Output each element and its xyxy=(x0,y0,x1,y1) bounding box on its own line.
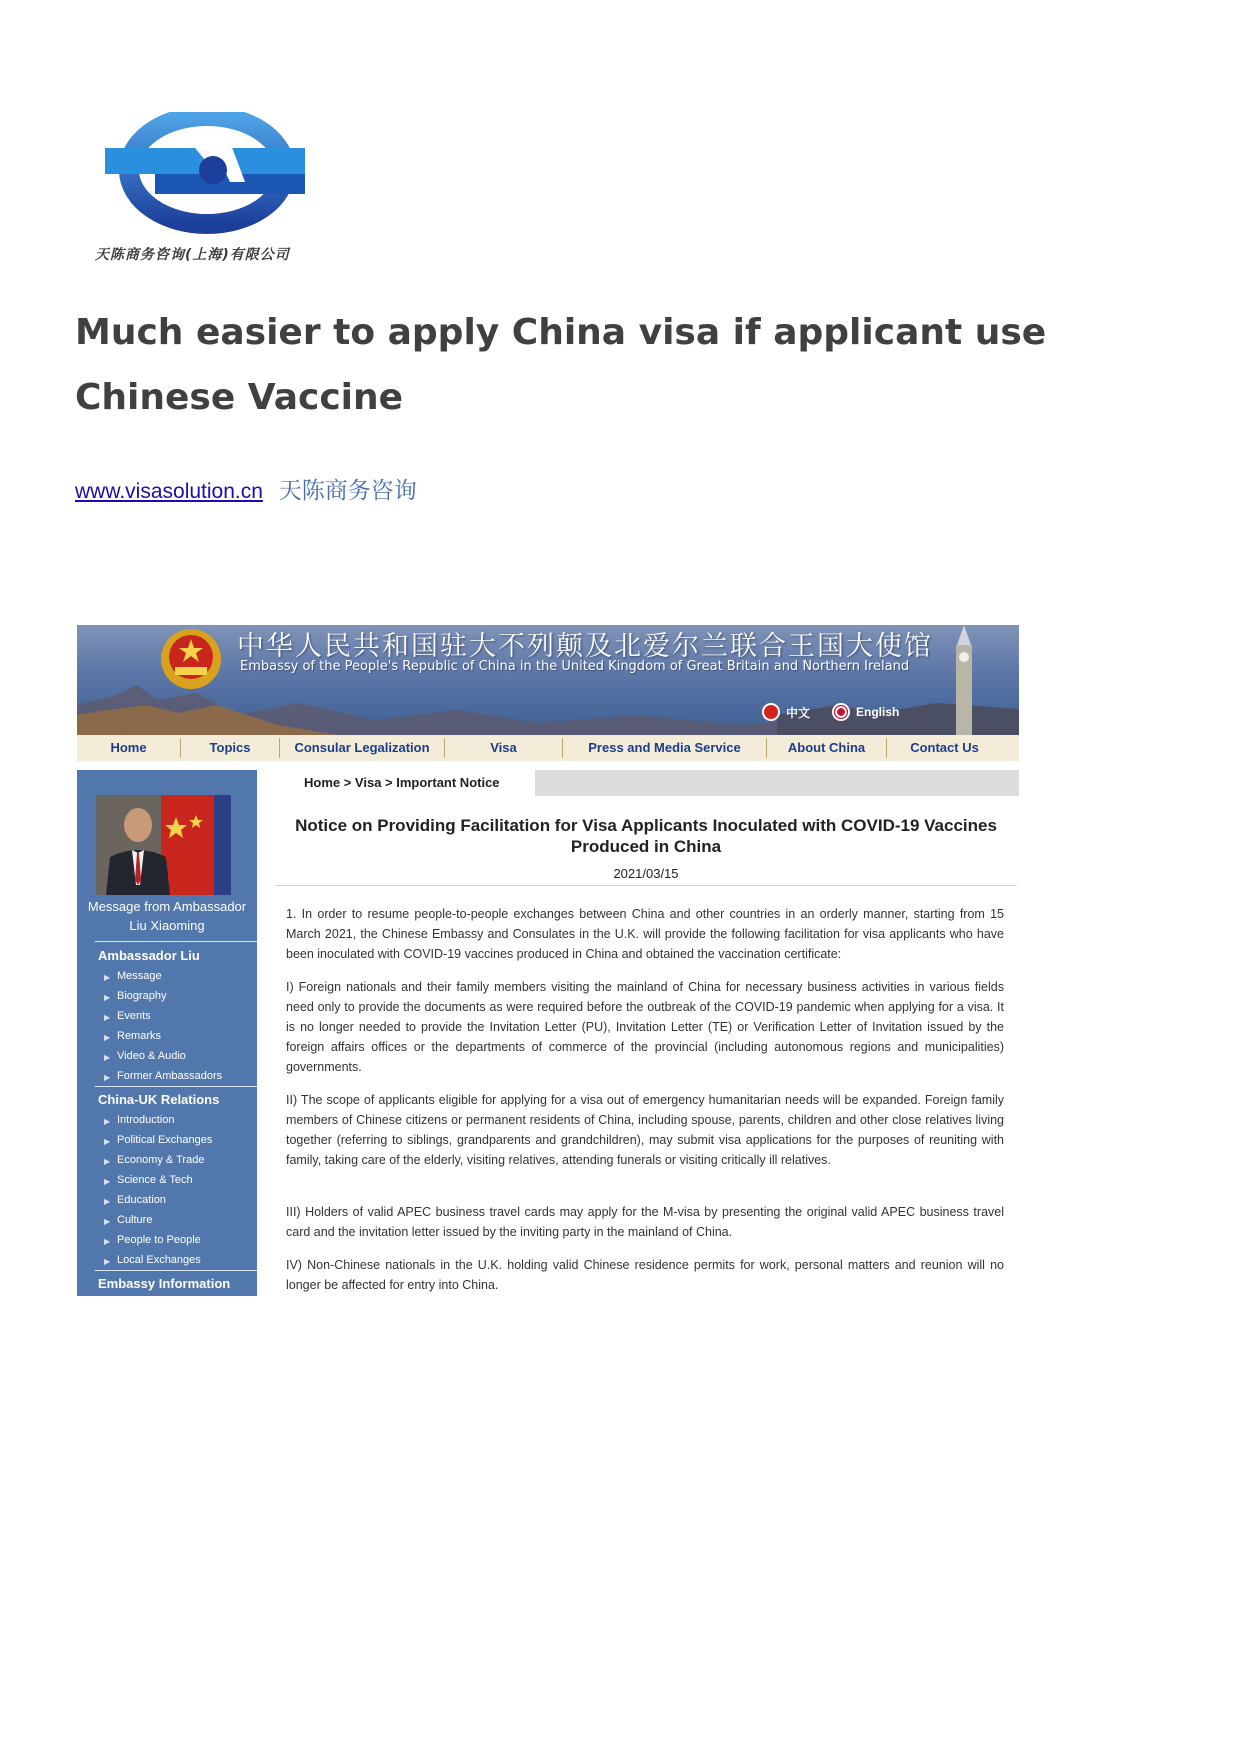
sidebar-item-video-audio[interactable]: Video & Audio xyxy=(117,1050,186,1062)
sidebar-item-economy-trade[interactable]: Economy & Trade xyxy=(117,1154,205,1166)
bullet-icon: ▶ xyxy=(104,1013,111,1022)
breadcrumb[interactable]: Home > Visa > Important Notice xyxy=(273,770,535,796)
notice-content xyxy=(273,770,1019,1296)
bullet-icon: ▶ xyxy=(104,1197,111,1206)
ambassador-photo[interactable] xyxy=(96,795,231,895)
ambassador-caption-line1: Message from Ambassador xyxy=(87,899,247,914)
embassy-nav xyxy=(77,735,1019,761)
sidebar-item-biography[interactable]: Biography xyxy=(117,990,167,1002)
bullet-icon: ▶ xyxy=(104,1033,111,1042)
sidebar-item-culture[interactable]: Culture xyxy=(117,1214,153,1226)
sidebar-divider xyxy=(95,941,257,942)
sidebar-item-political-exchanges[interactable]: Political Exchanges xyxy=(117,1134,213,1146)
nav-visa[interactable]: Visa xyxy=(445,738,563,758)
nav-topics[interactable]: Topics xyxy=(181,738,280,758)
china-flag-icon xyxy=(762,703,780,721)
bullet-icon: ▶ xyxy=(104,1053,111,1062)
nav-press-media[interactable]: Press and Media Service xyxy=(563,738,767,758)
embassy-en-title: Embassy of the People's Republic of China in the United Kingdom of Great Britain and Northern Ireland xyxy=(240,659,910,674)
nav-contact-us[interactable]: Contact Us xyxy=(910,740,979,755)
sidebar-item-former-ambassadors[interactable]: Former Ambassadors xyxy=(117,1070,223,1082)
bullet-icon: ▶ xyxy=(104,1137,111,1146)
sidebar-divider xyxy=(95,1086,257,1087)
sidebar-section-china-uk[interactable]: China-UK Relations xyxy=(98,1092,220,1107)
lang-english-label: English xyxy=(856,705,900,719)
nav-home[interactable]: Home xyxy=(77,738,181,758)
big-ben-icon xyxy=(949,625,979,735)
notice-paragraph-4: III) Holders of valid APEC business travel cards may apply for the M-visa by presenting the original valid APEC business travel card and the invitation letter issued by the inviting party in the mainland of China. xyxy=(286,1205,1004,1239)
notice-title: Notice on Providing Facilitation for Visa Applicants Inoculated with COVID-19 Vaccines Produced in China xyxy=(295,816,997,856)
sidebar-item-introduction[interactable]: Introduction xyxy=(117,1114,175,1126)
embassy-sidebar xyxy=(77,770,257,1296)
sidebar-item-science-tech[interactable]: Science & Tech xyxy=(117,1174,193,1186)
ambassador-caption[interactable] xyxy=(77,897,257,935)
ambassador-caption-line2: Liu Xiaoming xyxy=(129,918,205,933)
sidebar-item-events[interactable]: Events xyxy=(117,1010,151,1022)
embassy-cn-title: 中华人民共和国驻大不列颠及北爱尔兰联合王国大使馆 xyxy=(237,631,933,662)
notice-paragraph-3: II) The scope of applicants eligible for applying for a visa out of emergency humanitarian needs will be expanded. Foreign family members of Chinese citizens or permanent residents of China, including spouse, parents, children and other close relatives living together (referring to siblings, grandparents and grandchildren), may submit visa applications for the purposes of reuniting with family, taking care of the elderly, visiting relatives, attending funerals or visiting critically ill relatives. xyxy=(286,1093,1004,1167)
lang-chinese-link[interactable] xyxy=(762,703,810,721)
notice-paragraph-1: 1. In order to resume people-to-people exchanges between China and other countries in an orderly manner, starting from 15 March 2021, the Chinese Embassy and Consulates in the U.K. will provide the following facilitation for visa applicants who have been inoculated with COVID-19 vaccines produced in China and obtained the vaccination certificate: xyxy=(286,907,1004,961)
company-name: 天陈商务咨询(上海)有限公司 xyxy=(95,247,290,263)
bullet-icon: ▶ xyxy=(104,1073,111,1082)
national-emblem-icon xyxy=(159,627,223,691)
notice-paragraph-5: IV) Non-Chinese nationals in the U.K. holding valid Chinese residence permits for work, personal matters and reunion will no longer be affected for entry into China. xyxy=(286,1258,1004,1292)
site-line xyxy=(75,472,417,505)
sidebar-item-education[interactable]: Education xyxy=(117,1194,166,1206)
sidebar-section-embassy-info[interactable]: Embassy Information xyxy=(98,1276,231,1291)
bullet-icon: ▶ xyxy=(104,1217,111,1226)
page-title: Much easier to apply China visa if applicant use Chinese Vaccine xyxy=(75,312,1047,418)
notice-date: 2021/03/15 xyxy=(613,866,679,881)
sidebar-item-local-exchanges[interactable]: Local Exchanges xyxy=(117,1254,201,1266)
bullet-icon: ▶ xyxy=(104,1157,111,1166)
site-name-cn: 天陈商务咨询 xyxy=(278,478,417,504)
breadcrumb-bar xyxy=(273,770,1019,796)
sidebar-item-people-to-people[interactable]: People to People xyxy=(117,1234,201,1246)
bullet-icon: ▶ xyxy=(104,1177,111,1186)
sidebar-section-ambassador[interactable]: Ambassador Liu xyxy=(98,948,200,963)
website-link[interactable]: www.visasolution.cn xyxy=(75,480,263,503)
bullet-icon: ▶ xyxy=(104,1257,111,1266)
sidebar-item-message[interactable]: Message xyxy=(117,970,162,982)
bullet-icon: ▶ xyxy=(104,1237,111,1246)
lang-english-link[interactable] xyxy=(832,703,899,721)
lang-chinese-label: 中文 xyxy=(786,705,811,720)
bullet-icon: ▶ xyxy=(104,973,111,982)
nav-consular-legalization[interactable]: Consular Legalization xyxy=(280,738,445,758)
uk-flag-icon xyxy=(832,703,850,721)
divider xyxy=(275,885,1017,886)
bullet-icon: ▶ xyxy=(104,1117,111,1126)
sidebar-divider xyxy=(95,1270,257,1271)
embassy-banner xyxy=(77,625,1019,735)
nav-about-china[interactable]: About China xyxy=(767,738,887,758)
company-logo xyxy=(95,112,335,272)
notice-paragraph-2: I) Foreign nationals and their family members visiting the mainland of China for necessary business activities in various fields need only to provide the documents as were required before the outbreak of the COVID-19 pandemic when applying for a visa. It is no longer needed to provide the Invitation Letter (PU), Invitation Letter (TE) or Verification Letter of Invitation issued by the foreign affairs offices or the departments of commerce of the provincial (including autonomous regions and municipalities) governments. xyxy=(286,980,1004,1074)
embassy-screenshot xyxy=(77,625,1019,1300)
sidebar-item-remarks[interactable]: Remarks xyxy=(117,1030,162,1042)
company-logo-icon xyxy=(95,112,335,237)
bullet-icon: ▶ xyxy=(104,993,111,1002)
